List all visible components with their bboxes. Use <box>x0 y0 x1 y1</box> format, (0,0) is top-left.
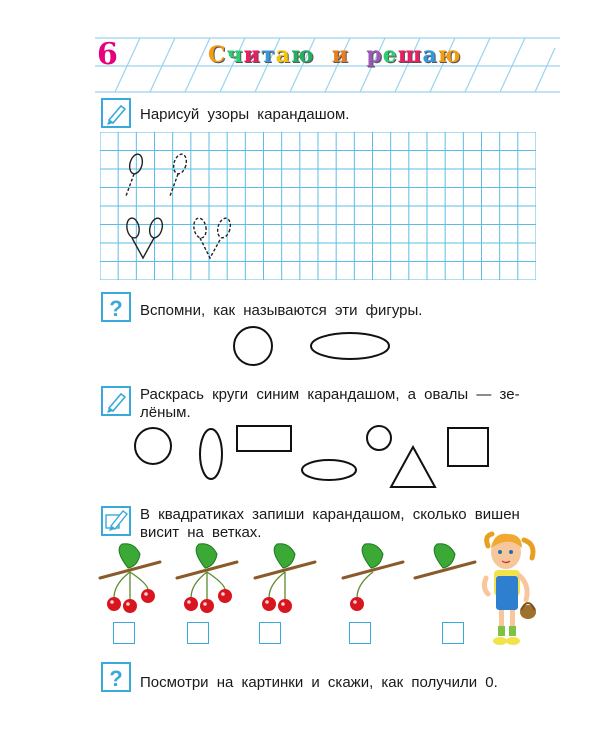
oval-shape <box>302 460 356 480</box>
cherry-branch <box>255 544 315 613</box>
pencil-check-icon <box>101 506 131 536</box>
circle-shape <box>234 327 272 365</box>
title-letter <box>314 42 331 68</box>
cherry-icon <box>218 589 232 603</box>
title-letter: ю <box>290 42 315 68</box>
pencil-icon <box>101 386 131 416</box>
cherry-icon <box>350 597 364 611</box>
question-icon <box>101 292 131 322</box>
cherry-branch <box>415 544 475 578</box>
title-letter: р <box>366 42 383 68</box>
circle-shape <box>367 426 391 450</box>
title-letter: и <box>331 42 350 68</box>
pencil-icon <box>101 98 131 128</box>
oval-shape <box>200 429 222 479</box>
page-number: 6 <box>97 37 118 72</box>
cherry-branch <box>100 544 160 613</box>
question-icon <box>101 662 131 692</box>
title-letter: е <box>382 42 398 68</box>
shapes-row-2 <box>128 420 498 492</box>
rectangle-shape <box>237 426 291 451</box>
task1-text: Нарисуй узоры карандашом. <box>140 106 350 123</box>
answer-box-5[interactable] <box>442 622 464 644</box>
task3-line1: Раскрась круги синим карандашом, а овалы — зе- <box>140 386 520 403</box>
cherry-icon <box>200 599 214 613</box>
oval-shape <box>311 333 389 359</box>
title-letter: ш <box>397 42 423 68</box>
title-letter: ю <box>437 42 462 68</box>
svg-text:?: ? <box>109 666 123 691</box>
circle-shape <box>135 428 171 464</box>
task4-line2: висит на ветках. <box>140 524 262 541</box>
cherry-branch <box>177 544 237 613</box>
title-letter: а <box>422 42 438 68</box>
square-shape <box>448 428 488 466</box>
leaf-icon <box>434 544 455 568</box>
svg-text:?: ? <box>109 296 123 321</box>
cherry-icon <box>184 597 198 611</box>
answer-box-1[interactable] <box>113 622 135 644</box>
leaf-icon <box>196 544 217 568</box>
title-letter: а <box>275 42 291 68</box>
cherry-branch <box>343 544 403 611</box>
task4-line1: В квадратиках запиши карандашом, сколько вишен <box>140 506 520 523</box>
shapes-row-1 <box>225 322 405 372</box>
leaf-icon <box>362 544 383 568</box>
title-letter: ч <box>226 42 244 68</box>
task2-text: Вспомни, как называются эти фигуры. <box>140 302 423 319</box>
answer-box-2[interactable] <box>187 622 209 644</box>
title-letter: С <box>208 42 227 68</box>
page-title <box>208 44 461 66</box>
cherry-icon <box>278 599 292 613</box>
answer-box-4[interactable] <box>349 622 371 644</box>
girl-illustration <box>480 528 540 656</box>
leaf-icon <box>274 544 295 568</box>
answer-box-3[interactable] <box>259 622 281 644</box>
cherry-icon <box>141 589 155 603</box>
cherry-icon <box>262 597 276 611</box>
cherry-branches <box>95 540 485 620</box>
title-letter: т <box>260 42 276 68</box>
cherry-icon <box>107 597 121 611</box>
title-letter: и <box>243 42 261 68</box>
task3-line2: лёным. <box>140 404 191 421</box>
title-letter <box>349 42 366 68</box>
task5-text: Посмотри на картинки и скажи, как получили 0. <box>140 674 498 691</box>
drawing-grid <box>100 132 536 280</box>
triangle-shape <box>391 447 435 487</box>
cherry-icon <box>123 599 137 613</box>
leaf-icon <box>119 544 140 568</box>
